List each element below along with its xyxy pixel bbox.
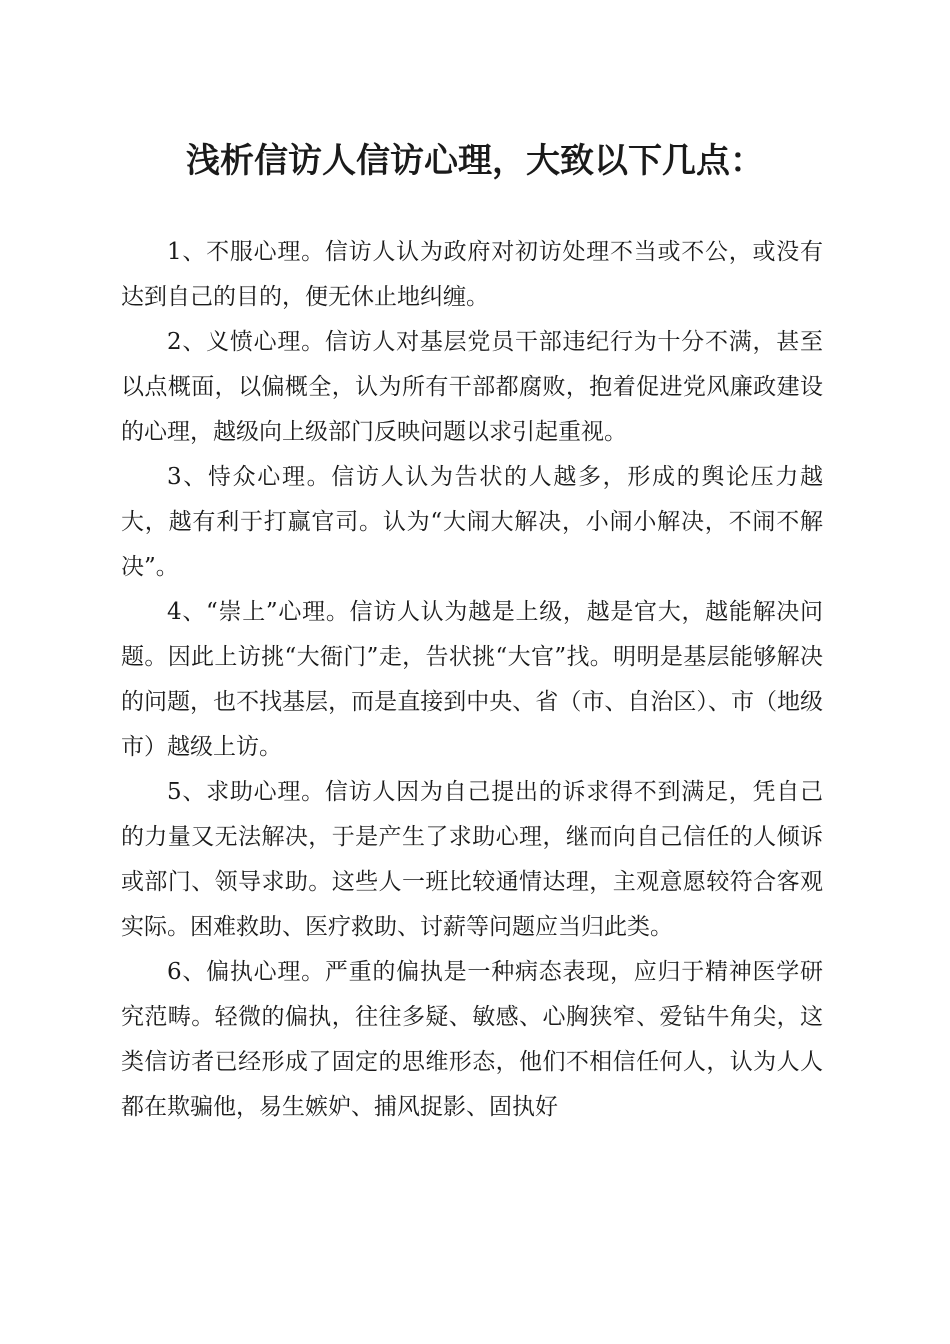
document-body bbox=[121, 230, 823, 1130]
paragraph-3: 3、恃众心理。信访人认为告状的人越多，形成的舆论压力越大，越有利于打赢官司。认为“大闹大解决，小闹小解决，不闹不解决”。 bbox=[121, 464, 823, 580]
paragraph-5: 5、求助心理。信访人因为自己提出的诉求得不到满足，凭自己的力量又无法解决，于是产生了求助心理，继而向自己信任的人倾诉或部门、领导求助。这些人一班比较通情达理，主观意愿较符合客观实际。困难救助、医疗救助、讨薪等问题应当归此类。 bbox=[121, 779, 823, 940]
paragraph-1: 1、不服心理。信访人认为政府对初访处理不当或不公，或没有达到自己的目的，便无休止地纠缠。 bbox=[121, 239, 823, 310]
paragraph-2: 2、义愤心理。信访人对基层党员干部违纪行为十分不满，甚至以点概面，以偏概全，认为所有干部都腐败，抱着促进党风廉政建设的心理，越级向上级部门反映问题以求引起重视。 bbox=[121, 329, 823, 445]
paragraph-4: 4、“崇上”心理。信访人认为越是上级，越是官大，越能解决问题。因此上访挑“大衙门”走，告状挑“大官”找。明明是基层能够解决的问题，也不找基层，而是直接到中央、省（市、自治区）、市（地级市）越级上访。 bbox=[121, 599, 823, 760]
paragraph-6: 6、偏执心理。严重的偏执是一种病态表现，应归于精神医学研究范畴。轻微的偏执，往往多疑、敏感、心胸狭窄、爱钻牛角尖，这类信访者已经形成了固定的思维形态，他们不相信任何人，认为人人都在欺骗他，易生嫉妒、捕风捉影、固执好 bbox=[121, 959, 823, 1120]
document-title: 浅析信访人信访心理，大致以下几点： bbox=[186, 141, 764, 181]
